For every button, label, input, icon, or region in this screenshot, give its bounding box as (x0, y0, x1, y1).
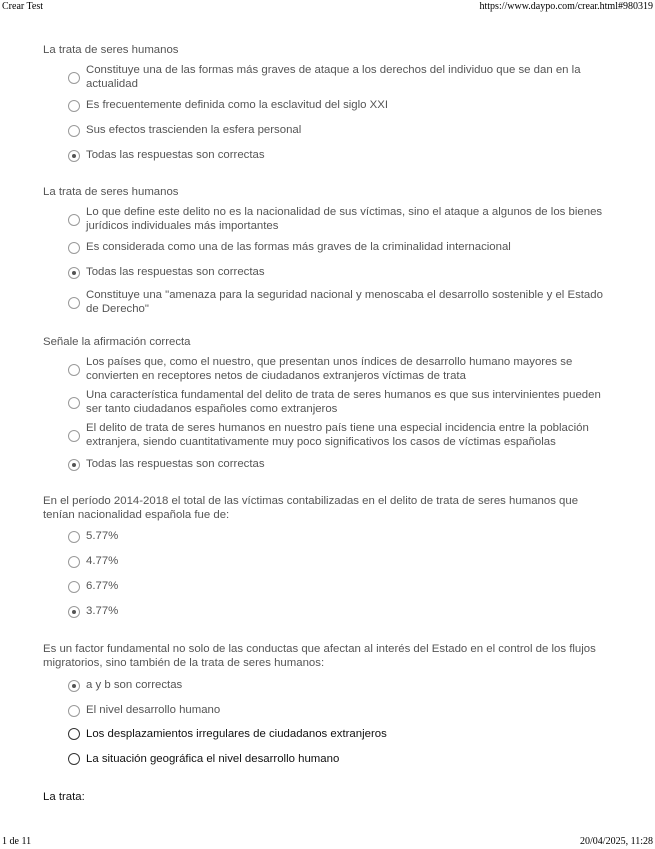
answer-label: 4.77% (86, 555, 119, 567)
answer-label: 6.77% (86, 580, 119, 592)
radio-button-selected[interactable] (68, 267, 80, 279)
radio-button[interactable] (68, 753, 80, 765)
radio-button[interactable] (68, 705, 80, 717)
print-header-title: Crear Test (2, 1, 44, 12)
print-datetime: 20/04/2025, 11:28 (580, 836, 653, 847)
print-footer (0, 835, 655, 849)
question-text: La trata: (43, 791, 85, 803)
answer-label: Todas las respuestas son correctas (86, 458, 265, 470)
radio-button[interactable] (68, 297, 80, 309)
question-text: Es un factor fundamental no solo de las conductas que afectan al interés del Estado en el control de los flujos migratorios, sino también de la trata de seres humanos: (43, 643, 596, 669)
answer-label: Los países que, como el nuestro, que presentan unos índices de desarrollo humano mayores se convierten en receptores netos de ciudadanos extranjeros víctimas de trata (86, 356, 573, 382)
question-text: Señale la afirmación correcta (43, 336, 191, 348)
question-text: En el período 2014-2018 el total de las víctimas contabilizadas en el delito de trata de seres humanos que tenían nacionalidad española fue de: (43, 495, 579, 521)
radio-button-selected[interactable] (68, 150, 80, 162)
radio-button-selected[interactable] (68, 459, 80, 471)
radio-button[interactable] (68, 214, 80, 226)
question-text: La trata de seres humanos (43, 44, 179, 56)
answer-label: El delito de trata de seres humanos en nuestro país tiene una especial incidencia entre la población extranjera, siendo cuantitativamente muy poco significativos los casos de víctimas españolas (86, 422, 589, 448)
answer-label: Lo que define este delito no es la nacionalidad de sus víctimas, sino el ataque a algunos de los bienes jurídicos individuales más importantes (86, 206, 603, 232)
radio-button[interactable] (68, 364, 80, 376)
answer-label: Es frecuentemente definida como la esclavitud del siglo XXI (86, 99, 389, 111)
answer-label: El nivel desarrollo humano (86, 704, 221, 716)
print-header-url: https://www.daypo.com/crear.html#980319 (479, 1, 653, 12)
print-header (0, 0, 655, 14)
radio-button-selected[interactable] (68, 606, 80, 618)
radio-button[interactable] (68, 125, 80, 137)
answer-label: Constituye una "amenaza para la seguridad nacional y menoscaba el desarrollo sostenible y el Estado de Derecho" (86, 289, 603, 315)
radio-button[interactable] (68, 531, 80, 543)
answer-label: Una característica fundamental del delito de trata de seres humanos es que sus intervinientes pueden ser tanto ciudadanos españoles como extranjeros (86, 389, 601, 415)
answer-label: Constituye una de las formas más graves de ataque a los derechos del individuo que se dan en la actualidad (86, 64, 581, 90)
radio-button-selected[interactable] (68, 680, 80, 692)
question-text: La trata de seres humanos (43, 186, 179, 198)
radio-button[interactable] (68, 430, 80, 442)
answer-label: 3.77% (86, 605, 119, 617)
answer-label: 5.77% (86, 530, 119, 542)
radio-button[interactable] (68, 556, 80, 568)
answer-label: Es considerada como una de las formas más graves de la criminalidad internacional (86, 241, 511, 253)
answer-label: La situación geográfica el nivel desarrollo humano (86, 753, 340, 765)
radio-button[interactable] (68, 581, 80, 593)
answer-label: Todas las respuestas son correctas (86, 266, 265, 278)
radio-button[interactable] (68, 100, 80, 112)
answer-label: Los desplazamientos irregulares de ciudadanos extranjeros (86, 728, 387, 740)
radio-button[interactable] (68, 397, 80, 409)
radio-button[interactable] (68, 242, 80, 254)
answer-label: a y b son correctas (86, 679, 183, 691)
answer-label: Sus efectos trascienden la esfera personal (86, 124, 302, 136)
radio-button[interactable] (68, 728, 80, 740)
answer-label: Todas las respuestas son correctas (86, 149, 265, 161)
page-number: 1 de 11 (2, 836, 32, 847)
radio-button[interactable] (68, 72, 80, 84)
